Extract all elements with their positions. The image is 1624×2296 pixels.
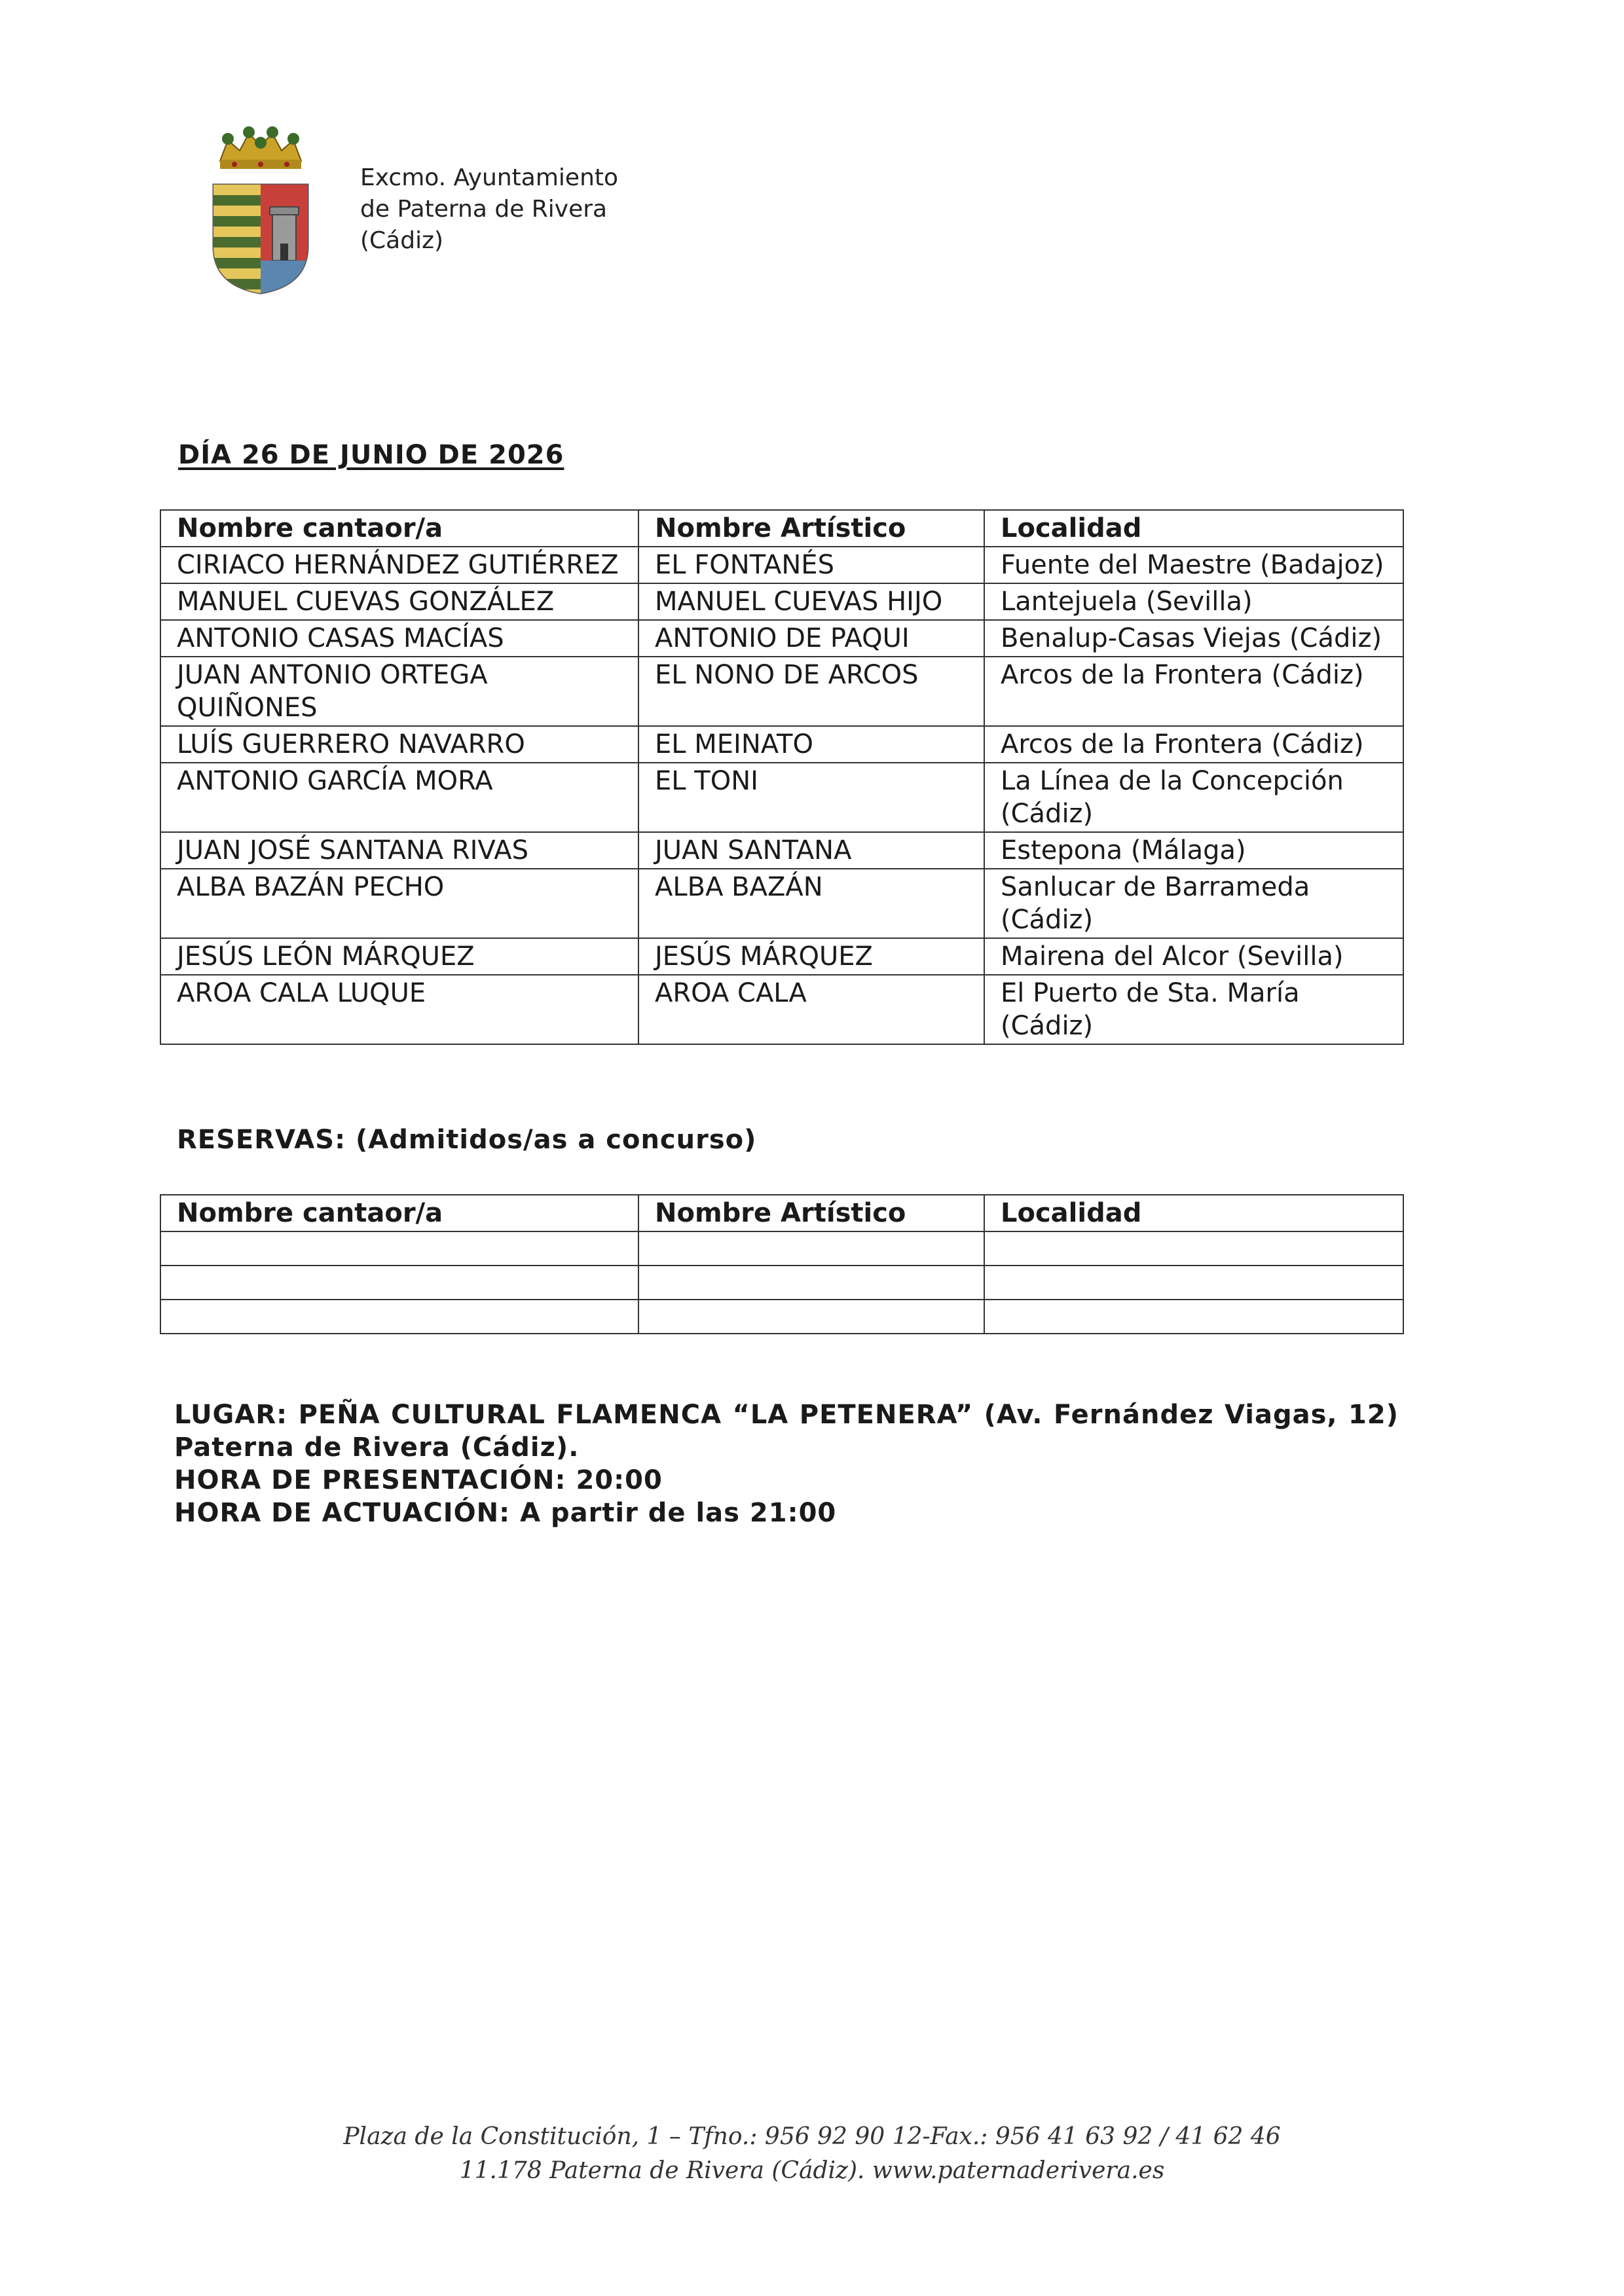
empty-cell: [160, 1300, 638, 1334]
empty-cell: [638, 1266, 984, 1300]
coat-of-arms-icon: [208, 122, 313, 299]
cell-localidad: La Línea de la Concepción (Cádiz): [984, 763, 1403, 832]
venue-hora-presentacion: HORA DE PRESENTACIÓN: 20:00: [174, 1465, 663, 1495]
letterhead-line-3: (Cádiz): [360, 227, 444, 254]
cell-localidad: Arcos de la Frontera (Cádiz): [984, 657, 1403, 726]
header-nombre-artistico: Nombre Artístico: [638, 1195, 984, 1231]
cell-nombre: ALBA BAZÁN PECHO: [160, 869, 638, 938]
empty-cell: [638, 1231, 984, 1266]
cell-artistico: JUAN SANTANA: [638, 832, 984, 869]
cell-artistico: EL NONO DE ARCOS: [638, 657, 984, 726]
contestants-table: [160, 509, 1404, 1045]
venue-info: [174, 1398, 1399, 1529]
table-row: [160, 869, 1403, 938]
date-heading: DÍA 26 DE JUNIO DE 2026: [178, 440, 564, 470]
cell-nombre: LUÍS GUERRERO NAVARRO: [160, 726, 638, 763]
cell-localidad: Arcos de la Frontera (Cádiz): [984, 726, 1403, 763]
empty-cell: [984, 1300, 1403, 1334]
table-row: [160, 763, 1403, 832]
cell-artistico: EL TONI: [638, 763, 984, 832]
cell-nombre: ANTONIO GARCÍA MORA: [160, 763, 638, 832]
table-row: [160, 832, 1403, 869]
header-nombre-cantaor: Nombre cantaor/a: [160, 510, 638, 547]
table-row: [160, 657, 1403, 726]
cell-artistico: EL MEINATO: [638, 726, 984, 763]
footer: [0, 2120, 1624, 2188]
table-row: [160, 1231, 1403, 1266]
table-row: [160, 726, 1403, 763]
cell-localidad: Estepona (Málaga): [984, 832, 1403, 869]
empty-cell: [984, 1266, 1403, 1300]
table-row: [160, 620, 1403, 657]
footer-address: Plaza de la Constitución, 1 – Tfno.: 956 92 90 12-Fax.: 956 41 63 92 / 41 62 46: [343, 2123, 1281, 2150]
header-nombre-artistico: Nombre Artístico: [638, 510, 984, 547]
cell-localidad: Sanlucar de Barrameda (Cádiz): [984, 869, 1403, 938]
reservas-table: [160, 1194, 1404, 1334]
footer-city-web: 11.178 Paterna de Rivera (Cádiz). www.paternaderivera.es: [459, 2157, 1165, 2184]
cell-artistico: MANUEL CUEVAS HIJO: [638, 583, 984, 620]
cell-artistico: ANTONIO DE PAQUI: [638, 620, 984, 657]
table-row: [160, 1266, 1403, 1300]
cell-nombre: JUAN ANTONIO ORTEGA QUIÑONES: [160, 657, 638, 726]
header-localidad: Localidad: [984, 510, 1403, 547]
empty-cell: [638, 1300, 984, 1334]
table-row: [160, 938, 1403, 975]
cell-nombre: MANUEL CUEVAS GONZÁLEZ: [160, 583, 638, 620]
cell-localidad: Benalup-Casas Viejas (Cádiz): [984, 620, 1403, 657]
header-localidad: Localidad: [984, 1195, 1403, 1231]
table-header-row: [160, 510, 1403, 547]
table-header-row: [160, 1195, 1403, 1231]
table-row: [160, 547, 1403, 583]
cell-artistico: JESÚS MÁRQUEZ: [638, 938, 984, 975]
cell-localidad: Lantejuela (Sevilla): [984, 583, 1403, 620]
cell-nombre: JESÚS LEÓN MÁRQUEZ: [160, 938, 638, 975]
table-row: [160, 1300, 1403, 1334]
cell-localidad: El Puerto de Sta. María (Cádiz): [984, 975, 1403, 1044]
header-nombre-cantaor: Nombre cantaor/a: [160, 1195, 638, 1231]
empty-cell: [160, 1231, 638, 1266]
table-row: [160, 583, 1403, 620]
empty-cell: [160, 1266, 638, 1300]
cell-artistico: ALBA BAZÁN: [638, 869, 984, 938]
letterhead: [360, 162, 618, 257]
table-row: [160, 975, 1403, 1044]
cell-artistico: AROA CALA: [638, 975, 984, 1044]
cell-localidad: Fuente del Maestre (Badajoz): [984, 547, 1403, 583]
reservas-title: RESERVAS: (Admitidos/as a concurso): [177, 1125, 757, 1155]
letterhead-line-1: Excmo. Ayuntamiento: [360, 164, 619, 191]
cell-nombre: ANTONIO CASAS MACÍAS: [160, 620, 638, 657]
cell-nombre: CIRIACO HERNÁNDEZ GUTIÉRREZ: [160, 547, 638, 583]
venue-hora-actuacion: HORA DE ACTUACIÓN: A partir de las 21:00: [174, 1498, 837, 1528]
cell-localidad: Mairena del Alcor (Sevilla): [984, 938, 1403, 975]
venue-lugar: LUGAR: PEÑA CULTURAL FLAMENCA “LA PETENERA” (Av. Fernández Viagas, 12) Paterna de Rivera (Cádiz).: [174, 1400, 1399, 1463]
cell-nombre: AROA CALA LUQUE: [160, 975, 638, 1044]
cell-nombre: JUAN JOSÉ SANTANA RIVAS: [160, 832, 638, 869]
cell-artistico: EL FONTANÉS: [638, 547, 984, 583]
letterhead-line-2: de Paterna de Rivera: [360, 196, 608, 223]
empty-cell: [984, 1231, 1403, 1266]
